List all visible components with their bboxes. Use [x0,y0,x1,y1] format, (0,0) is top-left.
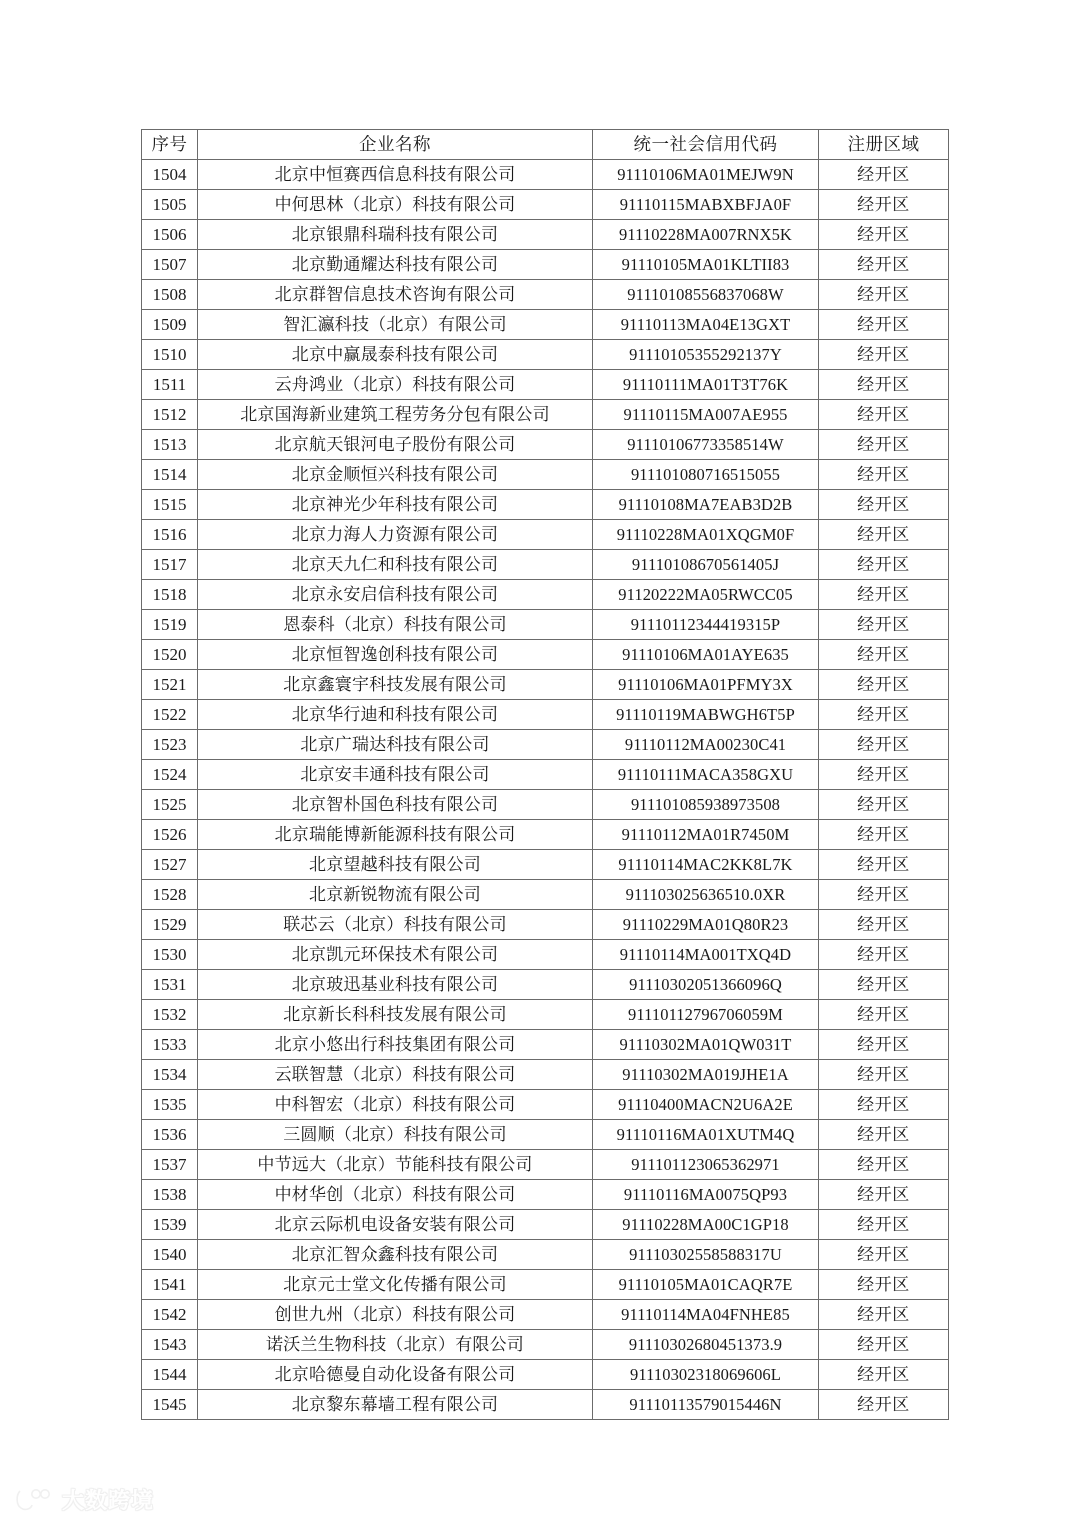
cell-code: 91110105MA01CAQR7E [593,1270,819,1300]
cell-area: 经开区 [819,190,949,220]
cell-name: 北京凯元环保技术有限公司 [198,940,593,970]
cell-area: 经开区 [819,730,949,760]
cell-seq: 1506 [142,220,198,250]
cell-name: 联芯云（北京）科技有限公司 [198,910,593,940]
cell-area: 经开区 [819,430,949,460]
table-row [142,970,949,1000]
cell-code: 911101080716515055 [593,460,819,490]
watermark-text: 大数跨境 [62,1489,155,1514]
cell-code: 91110115MA007AE955 [593,400,819,430]
cell-code: 91110111MACA358GXU [593,760,819,790]
table-row [142,1360,949,1390]
cell-name: 北京新长科科技发展有限公司 [198,1000,593,1030]
cell-name: 北京勤通耀达科技有限公司 [198,250,593,280]
cell-area: 经开区 [819,370,949,400]
cell-code: 91110112MA01R7450M [593,820,819,850]
cell-code: 91110302MA019JHE1A [593,1060,819,1090]
table-row [142,1390,949,1420]
cell-area: 经开区 [819,1270,949,1300]
cell-code: 91110108556837068W [593,280,819,310]
cell-code: 91110105MA01KLTII83 [593,250,819,280]
cell-seq: 1533 [142,1030,198,1060]
table-row [142,250,949,280]
cell-code: 91110112344419315P [593,610,819,640]
cell-name: 三圆顺（北京）科技有限公司 [198,1120,593,1150]
cell-area: 经开区 [819,610,949,640]
table-row [142,190,949,220]
table-row [142,610,949,640]
table-row [142,790,949,820]
cell-seq: 1517 [142,550,198,580]
cell-name: 北京群智信息技术咨询有限公司 [198,280,593,310]
cell-name: 云舟鸿业（北京）科技有限公司 [198,370,593,400]
cell-code: 91110400MACN2U6A2E [593,1090,819,1120]
cell-seq: 1536 [142,1120,198,1150]
cell-name: 北京永安启信科技有限公司 [198,580,593,610]
cell-seq: 1542 [142,1300,198,1330]
cell-area: 经开区 [819,940,949,970]
cell-area: 经开区 [819,310,949,340]
table-row [142,1030,949,1060]
cell-seq: 1529 [142,910,198,940]
table-row [142,1090,949,1120]
cell-code: 91110111MA01T3T76K [593,370,819,400]
cell-seq: 1522 [142,700,198,730]
cell-code: 91110302051366096Q [593,970,819,1000]
table-row [142,700,949,730]
column-header-area: 注册区域 [819,130,949,160]
cell-code: 91110228MA007RNX5K [593,220,819,250]
cell-area: 经开区 [819,850,949,880]
cell-seq: 1544 [142,1360,198,1390]
cell-name: 中何思林（北京）科技有限公司 [198,190,593,220]
cell-seq: 1537 [142,1150,198,1180]
cell-seq: 1514 [142,460,198,490]
watermark [14,1484,154,1515]
cell-seq: 1520 [142,640,198,670]
cell-code: 91110106773358514W [593,430,819,460]
table-row [142,1210,949,1240]
cell-code: 91110114MA001TXQ4D [593,940,819,970]
cell-name: 北京天九仁和科技有限公司 [198,550,593,580]
cell-name: 北京云际机电设备安装有限公司 [198,1210,593,1240]
cell-seq: 1527 [142,850,198,880]
cell-name: 北京国海新业建筑工程劳务分包有限公司 [198,400,593,430]
cell-seq: 1513 [142,430,198,460]
table-row [142,1060,949,1090]
cell-area: 经开区 [819,1330,949,1360]
cell-name: 北京中恒赛西信息科技有限公司 [198,160,593,190]
cell-code: 91110228MA01XQGM0F [593,520,819,550]
cell-code: 91120222MA05RWCC05 [593,580,819,610]
cell-name: 北京力海人力资源有限公司 [198,520,593,550]
table-row [142,280,949,310]
cell-area: 经开区 [819,880,949,910]
cell-code: 91110302318069606L [593,1360,819,1390]
cell-name: 诺沃兰生物科技（北京）有限公司 [198,1330,593,1360]
cell-seq: 1519 [142,610,198,640]
cell-name: 北京华行迪和科技有限公司 [198,700,593,730]
cell-code: 91110106MA01AYE635 [593,640,819,670]
cell-seq: 1535 [142,1090,198,1120]
cell-name: 云联智慧（北京）科技有限公司 [198,1060,593,1090]
cell-code: 91110228MA00C1GP18 [593,1210,819,1240]
cell-code: 91110302558588317U [593,1240,819,1270]
cell-area: 经开区 [819,820,949,850]
cell-area: 经开区 [819,550,949,580]
table-row [142,490,949,520]
table-row [142,760,949,790]
table-row [142,1180,949,1210]
cell-seq: 1525 [142,790,198,820]
cell-seq: 1515 [142,490,198,520]
cell-code: 91110119MABWGH6T5P [593,700,819,730]
cell-code: 91110106MA01MEJW9N [593,160,819,190]
cell-area: 经开区 [819,520,949,550]
cell-area: 经开区 [819,910,949,940]
table-row [142,430,949,460]
cell-code: 91110116MA0075QP93 [593,1180,819,1210]
cell-code: 91110116MA01XUTM4Q [593,1120,819,1150]
cell-area: 经开区 [819,1150,949,1180]
cell-area: 经开区 [819,400,949,430]
cell-name: 北京安丰通科技有限公司 [198,760,593,790]
cell-seq: 1510 [142,340,198,370]
cell-code: 91110115MABXBFJA0F [593,190,819,220]
cell-name: 北京神光少年科技有限公司 [198,490,593,520]
cell-area: 经开区 [819,1210,949,1240]
cell-seq: 1516 [142,520,198,550]
cell-name: 北京恒智逸创科技有限公司 [198,640,593,670]
cell-name: 北京中赢晟泰科技有限公司 [198,340,593,370]
cell-area: 经开区 [819,1360,949,1390]
cell-seq: 1540 [142,1240,198,1270]
table-row [142,850,949,880]
cell-area: 经开区 [819,490,949,520]
table-row [142,880,949,910]
cell-code: 91110302MA01QW031T [593,1030,819,1060]
cell-code: 91110106MA01PFMY3X [593,670,819,700]
cell-name: 中科智宏（北京）科技有限公司 [198,1090,593,1120]
cell-name: 北京黎东幕墙工程有限公司 [198,1390,593,1420]
cell-name: 北京广瑞达科技有限公司 [198,730,593,760]
cell-area: 经开区 [819,280,949,310]
cell-area: 经开区 [819,760,949,790]
table-row [142,820,949,850]
cell-seq: 1532 [142,1000,198,1030]
cell-name: 北京金顺恒兴科技有限公司 [198,460,593,490]
table-row [142,670,949,700]
cell-name: 北京哈德曼自动化设备有限公司 [198,1360,593,1390]
cell-name: 北京汇智众鑫科技有限公司 [198,1240,593,1270]
cell-code: 91110113MA04E13GXT [593,310,819,340]
column-header-code: 统一社会信用代码 [593,130,819,160]
table-row [142,400,949,430]
cell-seq: 1526 [142,820,198,850]
cell-area: 经开区 [819,1120,949,1150]
table-body [142,160,949,1420]
table-header-row [142,130,949,160]
cell-name: 北京瑞能博新能源科技有限公司 [198,820,593,850]
table-row [142,340,949,370]
table-row [142,160,949,190]
cell-code: 911101123065362971 [593,1150,819,1180]
table-row [142,1330,949,1360]
cell-seq: 1507 [142,250,198,280]
cell-area: 经开区 [819,970,949,1000]
cell-name: 北京望越科技有限公司 [198,850,593,880]
cell-area: 经开区 [819,1390,949,1420]
column-header-name: 企业名称 [198,130,593,160]
cell-code: 91110113579015446N [593,1390,819,1420]
cell-code: 91110105355292137Y [593,340,819,370]
table-row [142,1300,949,1330]
cell-seq: 1518 [142,580,198,610]
cell-name: 北京玻迅基业科技有限公司 [198,970,593,1000]
cell-area: 经开区 [819,160,949,190]
cell-name: 创世九州（北京）科技有限公司 [198,1300,593,1330]
cell-area: 经开区 [819,220,949,250]
cell-code: 911101085938973508 [593,790,819,820]
cell-area: 经开区 [819,1180,949,1210]
cell-seq: 1538 [142,1180,198,1210]
table-row [142,460,949,490]
cell-seq: 1504 [142,160,198,190]
company-table-container [141,129,948,1420]
cell-code: 91110108MA7EAB3D2B [593,490,819,520]
cell-code: 91110112796706059M [593,1000,819,1030]
table-row [142,730,949,760]
cell-area: 经开区 [819,1030,949,1060]
cell-name: 北京鑫寰宇科技发展有限公司 [198,670,593,700]
table-row [142,1240,949,1270]
cell-area: 经开区 [819,340,949,370]
cell-name: 北京小悠出行科技集团有限公司 [198,1030,593,1060]
cell-seq: 1528 [142,880,198,910]
table-row [142,1150,949,1180]
cell-area: 经开区 [819,1300,949,1330]
cell-seq: 1531 [142,970,198,1000]
cell-seq: 1545 [142,1390,198,1420]
table-row [142,640,949,670]
cell-name: 北京航天银河电子股份有限公司 [198,430,593,460]
table-header [142,130,949,160]
table-row [142,220,949,250]
table-row [142,310,949,340]
cell-seq: 1543 [142,1330,198,1360]
cell-area: 经开区 [819,640,949,670]
table-row [142,1120,949,1150]
cell-seq: 1530 [142,940,198,970]
cell-seq: 1509 [142,310,198,340]
cell-name: 恩泰科（北京）科技有限公司 [198,610,593,640]
cell-area: 经开区 [819,250,949,280]
cell-area: 经开区 [819,1090,949,1120]
cell-seq: 1521 [142,670,198,700]
cell-code: 91110112MA00230C41 [593,730,819,760]
cell-name: 北京银鼎科瑞科技有限公司 [198,220,593,250]
cell-name: 智汇瀛科技（北京）有限公司 [198,310,593,340]
cell-area: 经开区 [819,460,949,490]
cell-name: 北京智朴国色科技有限公司 [198,790,593,820]
cell-area: 经开区 [819,790,949,820]
table-row [142,910,949,940]
cell-code: 91110302680451373.9 [593,1330,819,1360]
cell-area: 经开区 [819,1060,949,1090]
cell-name: 北京新锐物流有限公司 [198,880,593,910]
cell-name: 中材华创（北京）科技有限公司 [198,1180,593,1210]
table-row [142,580,949,610]
table-row [142,520,949,550]
cell-name: 中节远大（北京）节能科技有限公司 [198,1150,593,1180]
cell-name: 北京元士堂文化传播有限公司 [198,1270,593,1300]
column-header-seq: 序号 [142,130,198,160]
cell-area: 经开区 [819,670,949,700]
brand-logo-icon [14,1487,54,1513]
table-row [142,550,949,580]
cell-seq: 1539 [142,1210,198,1240]
cell-area: 经开区 [819,1000,949,1030]
cell-code: 91110108670561405J [593,550,819,580]
cell-seq: 1534 [142,1060,198,1090]
cell-seq: 1508 [142,280,198,310]
cell-code: 91110114MA04FNHE85 [593,1300,819,1330]
cell-seq: 1541 [142,1270,198,1300]
table-row [142,370,949,400]
table-row [142,940,949,970]
cell-area: 经开区 [819,700,949,730]
company-table [141,129,949,1420]
cell-code: 91110229MA01Q80R23 [593,910,819,940]
cell-seq: 1523 [142,730,198,760]
cell-seq: 1524 [142,760,198,790]
cell-seq: 1511 [142,370,198,400]
table-row [142,1270,949,1300]
cell-seq: 1512 [142,400,198,430]
cell-area: 经开区 [819,1240,949,1270]
cell-area: 经开区 [819,580,949,610]
cell-seq: 1505 [142,190,198,220]
cell-code: 91110114MAC2KK8L7K [593,850,819,880]
cell-code: 911103025636510.0XR [593,880,819,910]
table-row [142,1000,949,1030]
